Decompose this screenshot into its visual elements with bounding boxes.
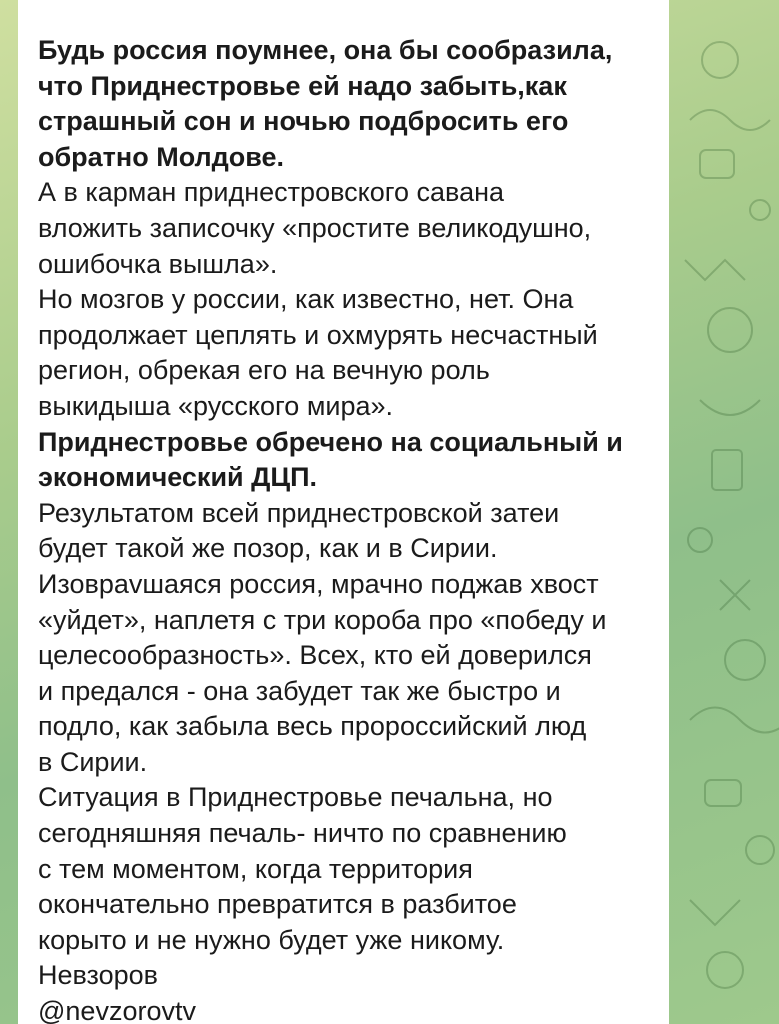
paragraph-2: А в карман приднестровского савана вложить записочку «простите великодушно, ошибочка вышла». (38, 177, 592, 279)
message-text (38, 33, 669, 1024)
paragraph-6: Ситуация в Приднестровье печальна, но сегодняшняя печаль- ничто по сравнению с тем моментом, когда территория окончательно превратится в разбитое корыто и не нужно будет уже никому. (38, 782, 567, 955)
paragraph-4: Приднестровье обречено на социальный и экономический ДЦП. (38, 426, 623, 493)
background-left-strip (0, 0, 18, 1024)
channel-handle-link[interactable]: @nevzorovtv (38, 996, 196, 1024)
message-author: Невзоров (38, 960, 159, 991)
message-bubble (18, 0, 669, 1024)
paragraph-3: Но мозгов у россии, как известно, нет. Она продолжает цеплять и охмурять несчастный регион, обрекая его на вечную роль выкидыша «русского мира». (38, 284, 598, 421)
paragraph-1: Будь россия поумнее, она бы сообразила, что Приднестровье ей надо забыть,как страшный сон и ночью подбросить его обратно Молдове. (38, 35, 613, 172)
paragraph-5: Результатом всей приднестровской затеи будет такой же позор, как и в Сирии. Изоврavшаяся россия, мрачно поджав хвост «уйдет», наплетя с три короба про «победу и целесообразность». Всех, кто ей доверился и предался - она забудет так же быстро и подло, как забыла весь пророссийский люд в Сирии. (38, 497, 607, 777)
